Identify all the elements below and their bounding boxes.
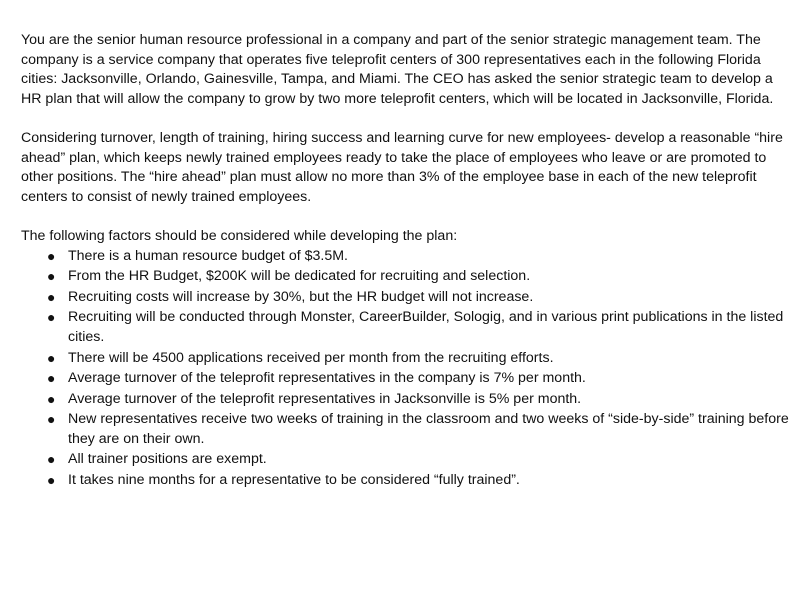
list-item-text: There is a human resource budget of $3.5M. (68, 247, 348, 264)
list-item-text: Recruiting will be conducted through Monster, CareerBuilder, Sologig, and in various print publications in the listed cities. (68, 309, 784, 345)
list-item-text: From the HR Budget, $200K will be dedicated for recruiting and selection. (68, 268, 531, 285)
bullet-icon: ● (47, 451, 56, 468)
list-item (21, 349, 791, 369)
list-item-text: There will be 4500 applications received per month from the recruiting efforts. (68, 349, 554, 366)
list-item (21, 247, 791, 267)
bullet-icon: ● (47, 349, 56, 366)
list-item (21, 267, 791, 287)
bullet-icon: ● (47, 288, 56, 305)
list-item-text: Recruiting costs will increase by 30%, but the HR budget will not increase. (68, 288, 534, 305)
list-item-text: It takes nine months for a representative to be considered “fully trained”. (68, 472, 520, 489)
bullet-icon: ● (47, 472, 56, 489)
list-item (21, 390, 791, 410)
bullet-icon: ● (47, 390, 56, 407)
list-item (21, 471, 791, 491)
factors-intro: The following factors should be considered while developing the plan: (21, 227, 458, 244)
document-body (21, 31, 791, 492)
bullet-icon: ● (47, 268, 56, 285)
bullet-icon: ● (47, 370, 56, 387)
bullet-icon: ● (47, 247, 56, 264)
list-item-text: New representatives receive two weeks of training in the classroom and two weeks of “side-by-side” training before they are on their own. (68, 411, 789, 447)
list-item-text: All trainer positions are exempt. (68, 451, 267, 468)
factors-list (21, 247, 791, 491)
list-item (21, 369, 791, 389)
list-item (21, 308, 791, 347)
list-item-text: Average turnover of the teleprofit representatives in the company is 7% per month. (68, 370, 586, 387)
list-item-text: Average turnover of the teleprofit representatives in Jacksonville is 5% per month. (68, 390, 582, 407)
list-item (21, 410, 791, 449)
list-item (21, 288, 791, 308)
list-item (21, 450, 791, 470)
bullet-icon: ● (47, 309, 56, 326)
hire-ahead-paragraph: Considering turnover, length of training, hiring success and learning curve for new employees- develop a reasonable “hire ahead” plan, which keeps newly trained employees ready to take the place of employees who leave or are promoted to other positions. The “hire ahead” plan must allow no more than 3% of the employee base in each of the new teleprofit centers to consist of newly trained employees. (21, 129, 783, 205)
bullet-icon: ● (47, 411, 56, 428)
intro-paragraph: You are the senior human resource professional in a company and part of the senior strategic management team. The company is a service company that operates five teleprofit centers of 300 representatives each in the following Florida cities: Jacksonville, Orlando, Gainesville, Tampa, and Miami. The CEO has asked the senior strategic team to develop a HR plan that will allow the company to grow by two more teleprofit centers, which will be located in Jacksonville, Florida. (21, 32, 774, 107)
